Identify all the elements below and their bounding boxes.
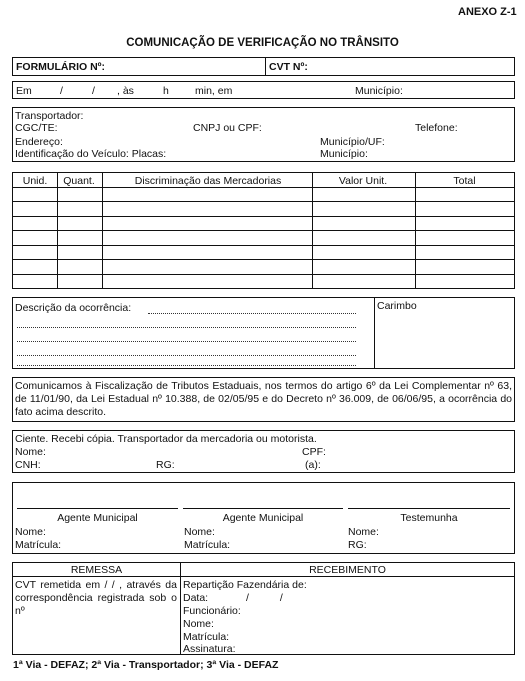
receb-matricula-label: Matrícula: xyxy=(183,631,230,643)
table-row-line xyxy=(13,230,514,231)
cvt-number-label: CVT Nº: xyxy=(269,61,308,73)
ciente-rg-label: RG: xyxy=(156,459,175,471)
agente-municipal-2: Agente Municipal xyxy=(222,512,304,524)
date-municipio: Município: xyxy=(355,85,403,97)
dotted-line xyxy=(148,313,356,314)
signature-line xyxy=(348,508,510,509)
reparticao-label: Repartição Fazendária de: xyxy=(183,579,307,591)
receb-data-label: Data: xyxy=(183,592,209,604)
cgc-label: CGC/TE: xyxy=(15,122,58,134)
date-hour: h xyxy=(163,85,169,97)
form-number-label: FORMULÁRIO Nº: xyxy=(16,61,105,73)
funcionario-label: Funcionário: xyxy=(183,605,241,617)
assinatura-label: Assinatura: xyxy=(183,643,236,655)
date-slash: / xyxy=(92,85,95,97)
sig-matricula-label: Matrícula: xyxy=(15,539,62,551)
occurrence-label: Descrição da ocorrência: xyxy=(15,302,132,314)
transportador-label: Transportador: xyxy=(15,110,84,122)
vehicle-municipio-label: Município: xyxy=(320,148,368,160)
ciente-cpf-label: CPF: xyxy=(302,446,326,458)
table-row-line xyxy=(13,187,514,188)
receb-nome-label: Nome: xyxy=(183,618,214,630)
signature-line xyxy=(17,508,178,509)
recebimento-header: RECEBIMENTO xyxy=(309,564,386,576)
table-row-line xyxy=(13,201,514,202)
date-box xyxy=(12,81,515,99)
ciente-nome-label: Nome: xyxy=(15,446,46,458)
sig-rg-label: RG: xyxy=(348,539,367,551)
table-row-line xyxy=(13,216,514,217)
sig-nome-label: Nome: xyxy=(348,526,379,538)
signature-line xyxy=(183,508,343,509)
ciente-text: Ciente. Recebi cópia. Transportador da mercadoria ou motorista. xyxy=(15,433,317,445)
carimbo-label: Carimbo xyxy=(377,300,417,312)
header-divider xyxy=(13,576,514,577)
table-row-line xyxy=(13,259,514,260)
dotted-line xyxy=(17,327,356,328)
testemunha-label: Testemunha xyxy=(400,512,458,524)
ciente-cnh-label: CNH: xyxy=(15,459,41,471)
table-row-line xyxy=(13,245,514,246)
agente-municipal-1: Agente Municipal xyxy=(57,512,138,524)
date-time-as: , às xyxy=(117,85,134,97)
remessa-text: CVT remetida em / / , através da correspondência registrada sob o nº xyxy=(15,579,177,617)
form-title: COMUNICAÇÃO DE VERIFICAÇÃO NO TRÂNSITO xyxy=(126,37,399,49)
telefone-label: Telefone: xyxy=(415,122,458,134)
col-header-valor-unit: Valor Unit. xyxy=(338,175,388,187)
endereco-label: Endereço: xyxy=(15,136,63,148)
ciente-a-label: (a): xyxy=(305,459,321,471)
col-header-discriminacao: Discriminação das Mercadorias xyxy=(134,175,282,187)
col-header-total: Total xyxy=(453,175,476,187)
divider xyxy=(265,58,266,75)
remessa-header: REMESSA xyxy=(70,564,123,576)
footer-vias: 1ª Via - DEFAZ; 2ª Via - Transportador; 3ª Via - DEFAZ xyxy=(13,659,279,671)
table-row-line xyxy=(13,274,514,275)
sig-nome-label: Nome: xyxy=(184,526,215,538)
dotted-line xyxy=(17,341,356,342)
col-header-unid: Unid. xyxy=(22,175,48,187)
date-min-em: min, em xyxy=(195,85,233,97)
date-em: Em xyxy=(16,85,32,97)
date-slash: / xyxy=(60,85,63,97)
sig-nome-label: Nome: xyxy=(15,526,46,538)
cnpj-label: CNPJ ou CPF: xyxy=(193,122,262,134)
municipio-uf-label: Município/UF: xyxy=(320,136,385,148)
statement-text: Comunicamos à Fiscalização de Tributos Estaduais, nos termos do artigo 6º da Lei Complementar nº 63, de 11/01/90, da Lei Estadual nº 10.388, de 02/05/95 e do Decreto nº 36.009, de 06/06/95, a ocorrência do fato acima descrito. xyxy=(15,380,512,418)
dotted-line xyxy=(17,365,356,366)
dotted-line xyxy=(17,355,356,356)
annex-label: ANEXO Z-1 xyxy=(458,6,517,18)
sig-matricula-label: Matrícula: xyxy=(184,539,231,551)
divider xyxy=(374,298,375,368)
vehicle-id-label: Identificação do Veículo: Placas: xyxy=(15,148,167,160)
col-header-quant: Quant. xyxy=(63,175,95,187)
receb-data-slashes: / / xyxy=(246,592,283,604)
